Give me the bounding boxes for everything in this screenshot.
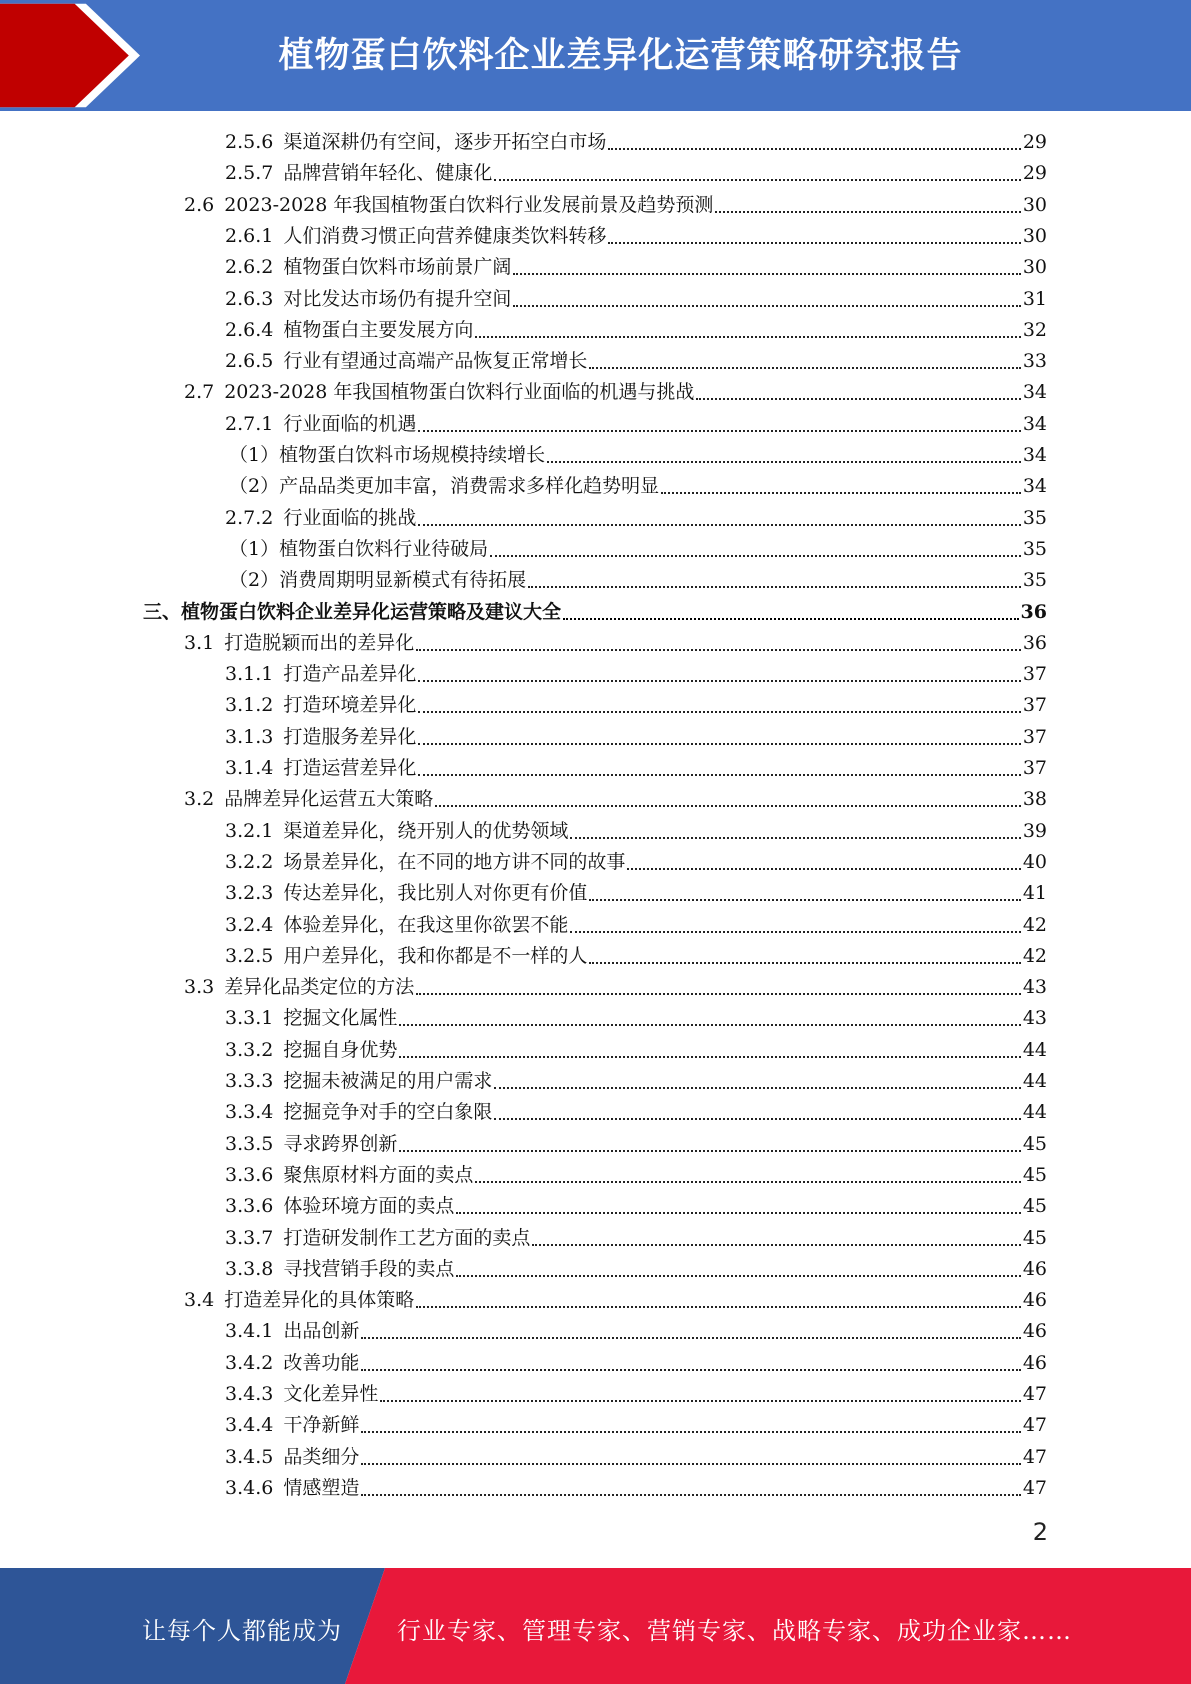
toc-entry[interactable] (225, 1223, 1047, 1254)
toc-entry-number: 3.1.1 (225, 663, 274, 686)
toc-entry-number: 2.6.5 (225, 350, 274, 373)
toc-dot-leader (494, 1087, 1020, 1089)
toc-entry-page: 36 (1022, 631, 1047, 654)
toc-entry-title: 出品创新 (283, 1320, 360, 1343)
toc-entry-page: 45 (1022, 1163, 1047, 1186)
toc-entry-number: 2.5.6 (225, 131, 274, 153)
toc-entry-page: 34 (1022, 381, 1047, 404)
toc-entry-title: 渠道深耕仍有空间，逐步开拓空白市场 (283, 131, 607, 153)
toc-entry-number: 3.1.2 (225, 694, 274, 717)
toc-entry[interactable] (225, 941, 1047, 972)
toc-dot-leader (494, 1118, 1020, 1120)
toc-dot-leader (475, 1181, 1020, 1183)
toc-entry-title: 文化差异性 (283, 1383, 379, 1405)
toc-dot-leader (490, 555, 1021, 557)
toc-entry-page: 43 (1022, 1007, 1047, 1030)
toc-dot-leader (361, 1369, 1020, 1371)
toc-entry-page: 37 (1022, 757, 1047, 779)
toc-entry-page: 37 (1022, 725, 1047, 748)
toc-entry-page: 30 (1022, 224, 1047, 247)
toc-entry[interactable] (225, 1129, 1047, 1160)
toc-entry-page: 46 (1022, 1289, 1047, 1312)
toc-entry[interactable] (225, 1191, 1047, 1222)
toc-entry[interactable] (225, 158, 1047, 189)
toc-entry[interactable] (225, 1066, 1047, 1097)
toc-entry-page: 44 (1022, 1101, 1047, 1124)
toc-dot-leader (589, 899, 1020, 901)
toc-entry-title: 行业有望通过高端产品恢复正常增长 (283, 350, 588, 373)
toc-dot-leader (435, 805, 1021, 807)
toc-dot-leader (661, 492, 1021, 494)
toc-dot-leader (361, 1494, 1020, 1496)
toc-dot-leader (475, 336, 1020, 338)
toc-entry-title: 打造产品差异化 (283, 663, 417, 686)
toc-entry-page: 47 (1022, 1445, 1047, 1468)
toc-entry-title: 打造环境差异化 (283, 694, 417, 717)
footer-slogan-right: 行业专家、管理专家、营销专家、战略专家、成功企业家…… (397, 1617, 1072, 1645)
toc-entry-page: 37 (1022, 663, 1047, 686)
toc-entry-title: （2）消费周期明显新模式有待拓展 (229, 569, 527, 592)
toc-entry-number: 3.4.6 (225, 1476, 274, 1499)
toc-entry-number: 3.2.1 (225, 819, 274, 842)
toc-entry[interactable] (225, 1348, 1047, 1379)
toc-entry-title: 三、植物蛋白饮料企业差异化运营策略及建议大全 (143, 600, 562, 623)
toc-entry[interactable] (225, 503, 1047, 534)
toc-dot-leader (589, 962, 1020, 964)
toc-entry-title: 植物蛋白饮料市场前景广阔 (283, 256, 512, 279)
toc-entry[interactable] (184, 1285, 1047, 1316)
toc-entry-page: 36 (1020, 600, 1047, 623)
toc-entry[interactable] (225, 346, 1047, 377)
toc-entry-page: 46 (1022, 1351, 1047, 1374)
toc-entry-number: 3.3.8 (225, 1257, 274, 1280)
toc-entry[interactable] (225, 315, 1047, 346)
toc-entry[interactable] (225, 690, 1047, 721)
toc-dot-leader (399, 1024, 1020, 1026)
toc-entry-number: 3.1 (184, 631, 215, 654)
toc-entry-page: 44 (1022, 1038, 1047, 1061)
toc-entry[interactable] (225, 1473, 1047, 1504)
toc-entry-page: 46 (1022, 1320, 1047, 1343)
toc-entry[interactable] (225, 1379, 1047, 1410)
toc-entry[interactable] (184, 190, 1047, 221)
toc-entry-number: 3.4.3 (225, 1383, 274, 1405)
toc-entry-page: 32 (1022, 318, 1047, 341)
toc-dot-leader (416, 1306, 1021, 1308)
toc-entry-page: 42 (1022, 944, 1047, 967)
toc-dot-leader (380, 1400, 1020, 1402)
toc-entry-title: 干净新鲜 (283, 1414, 360, 1437)
toc-entry-number: 3.3.3 (225, 1070, 274, 1092)
toc-entry-title: 品牌营销年轻化、健康化 (283, 162, 493, 185)
toc-entry[interactable] (229, 565, 1047, 596)
toc-entry-page: 34 (1022, 475, 1047, 498)
toc-entry[interactable] (225, 910, 1047, 941)
toc-entry-title: 场景差异化，在不同的地方讲不同的故事 (283, 850, 626, 873)
toc-entry-title: 2023-2028 年我国植物蛋白饮料行业面临的机遇与挑战 (224, 381, 695, 404)
toc-entry-number: 2.6.4 (225, 318, 274, 341)
toc-dot-leader (513, 305, 1020, 307)
toc-entry-page: 43 (1022, 976, 1047, 999)
toc-entry-title: 2023-2028 年我国植物蛋白饮料行业发展前景及趋势预测 (224, 193, 714, 216)
toc-dot-leader (399, 1150, 1020, 1152)
toc-entry[interactable] (184, 377, 1047, 408)
toc-entry-title: 对比发达市场仍有提升空间 (283, 287, 512, 310)
toc-entry-page: 29 (1022, 162, 1047, 185)
toc-entry[interactable] (225, 1035, 1047, 1066)
toc-entry-number: 3.1.3 (225, 725, 274, 748)
toc-dot-leader (418, 680, 1020, 682)
toc-dot-leader (715, 211, 1020, 213)
toc-entry-title: 寻求跨界创新 (283, 1132, 398, 1155)
toc-entry-number: 3.4.4 (225, 1414, 274, 1437)
toc-dot-leader (570, 931, 1020, 933)
page-footer (0, 1568, 1191, 1684)
toc-entry-title: 差异化品类定位的方法 (224, 976, 415, 999)
toc-entry-page: 38 (1022, 788, 1047, 811)
footer-slogan-left: 让每个人都能成为 (142, 1617, 342, 1645)
toc-dot-leader (563, 618, 1019, 620)
toc-dot-leader (547, 461, 1021, 463)
toc-dot-leader (456, 1275, 1020, 1277)
toc-entry-number: 3.4.2 (225, 1351, 274, 1374)
toc-entry-number: 3.2 (184, 788, 215, 811)
toc-entry-number: 3.3 (184, 976, 215, 999)
toc-dot-leader (416, 993, 1021, 995)
toc-entry[interactable] (225, 659, 1047, 690)
toc-entry[interactable] (225, 816, 1047, 847)
toc-entry-title: 品类细分 (283, 1445, 360, 1468)
toc-entry-number: 3.4.5 (225, 1445, 274, 1468)
toc-entry[interactable] (225, 847, 1047, 878)
toc-entry-title: 打造运营差异化 (283, 757, 417, 779)
toc-entry[interactable] (225, 1254, 1047, 1285)
toc-dot-leader (532, 1244, 1020, 1246)
toc-entry-page: 47 (1022, 1476, 1047, 1499)
toc-entry-page: 46 (1022, 1257, 1047, 1280)
toc-entry-number: 3.2.5 (225, 944, 274, 967)
toc-entry-title: 品牌差异化运营五大策略 (224, 788, 434, 811)
toc-entry-page: 33 (1022, 350, 1047, 373)
toc-entry-number: 2.6 (184, 193, 215, 216)
toc-entry-number: 3.3.6 (225, 1195, 274, 1218)
toc-entry-title: 植物蛋白主要发展方向 (283, 318, 474, 341)
report-title: 植物蛋白饮料企业差异化运营策略研究报告 (278, 36, 963, 76)
toc-entry-page: 35 (1022, 569, 1047, 592)
toc-entry-number: 3.4 (184, 1289, 215, 1312)
toc-entry-title: 传达差异化，我比别人对你更有价值 (283, 882, 588, 905)
toc-entry-title: 打造研发制作工艺方面的卖点 (283, 1226, 531, 1249)
toc-dot-leader (416, 649, 1021, 651)
toc-dot-leader (361, 1431, 1020, 1433)
toc-dot-leader (696, 398, 1020, 400)
toc-entry-title: 聚焦原材料方面的卖点 (283, 1163, 474, 1186)
toc-entry-number: 3.3.4 (225, 1101, 274, 1124)
toc-entry-title: 体验差异化，在我这里你欲罢不能 (283, 913, 569, 936)
toc-entry-title: 打造差异化的具体策略 (224, 1289, 415, 1312)
toc-entry[interactable] (184, 628, 1047, 659)
toc-entry-page: 45 (1022, 1195, 1047, 1218)
toc-entry[interactable] (225, 878, 1047, 909)
toc-entry-title: （1）植物蛋白饮料行业待破局 (229, 537, 489, 560)
toc-entry-page: 37 (1022, 694, 1047, 717)
toc-dot-leader (608, 148, 1020, 150)
toc-entry-number: 3.3.5 (225, 1132, 274, 1155)
toc-dot-leader (418, 711, 1020, 713)
toc-entry[interactable] (229, 440, 1047, 471)
toc-entry-page: 41 (1022, 882, 1047, 905)
toc-entry-number: 2.6.3 (225, 287, 274, 310)
toc-dot-leader (528, 586, 1021, 588)
toc-entry-page: 45 (1022, 1226, 1047, 1249)
toc-entry[interactable] (225, 1442, 1047, 1473)
page-header (0, 0, 1191, 111)
toc-dot-leader (418, 774, 1020, 776)
toc-entry[interactable] (225, 221, 1047, 252)
toc-dot-leader (570, 837, 1020, 839)
toc-entry-number: 3.3.7 (225, 1226, 274, 1249)
toc-dot-leader (418, 524, 1020, 526)
toc-entry-title: 挖掘未被满足的用户需求 (283, 1070, 493, 1092)
toc-entry[interactable] (225, 1003, 1047, 1034)
toc-entry[interactable] (225, 1160, 1047, 1191)
toc-entry-page: 39 (1022, 819, 1047, 842)
toc-entry-page: 30 (1022, 256, 1047, 279)
toc-entry-title: 挖掘竞争对手的空白象限 (283, 1101, 493, 1124)
toc-dot-leader (608, 242, 1020, 244)
toc-entry-page: 44 (1022, 1070, 1047, 1092)
toc-entry-number: 3.4.1 (225, 1320, 274, 1343)
toc-entry-title: 渠道差异化，绕开别人的优势领域 (283, 819, 569, 842)
toc-entry[interactable] (225, 252, 1047, 283)
toc-entry-title: 打造脱颖而出的差异化 (224, 631, 415, 654)
toc-entry-number: 3.3.6 (225, 1163, 274, 1186)
toc-entry-page: 30 (1022, 193, 1047, 216)
page-number: 2 (1032, 1518, 1048, 1546)
toc-entry[interactable] (225, 722, 1047, 753)
toc-dot-leader (627, 868, 1020, 870)
toc-entry-title: 情感塑造 (283, 1476, 360, 1499)
toc-entry-page: 35 (1022, 537, 1047, 560)
toc-entry[interactable] (184, 972, 1047, 1003)
toc-dot-leader (418, 743, 1020, 745)
toc-dot-leader (513, 273, 1020, 275)
toc-entry[interactable] (184, 784, 1047, 815)
toc-entry-title: 用户差异化，我和你都是不一样的人 (283, 944, 588, 967)
toc-entry-title: 打造服务差异化 (283, 725, 417, 748)
toc-entry[interactable] (225, 1316, 1047, 1347)
toc-entry[interactable] (225, 1097, 1047, 1128)
toc-entry[interactable] (229, 471, 1047, 502)
toc-dot-leader (361, 1463, 1020, 1465)
toc-entry-number: 2.6.1 (225, 224, 274, 247)
toc-entry-title: 人们消费习惯正向营养健康类饮料转移 (283, 224, 607, 247)
toc-entry-title: 挖掘自身优势 (283, 1038, 398, 1061)
toc-entry-number: 3.2.4 (225, 913, 274, 936)
toc-entry-page: 31 (1022, 287, 1047, 310)
toc-entry-page: 34 (1022, 412, 1047, 435)
toc-entry[interactable] (225, 753, 1047, 784)
toc-entry-title: 寻找营销手段的卖点 (283, 1257, 455, 1280)
toc-entry-number: 2.5.7 (225, 162, 274, 185)
toc-entry[interactable] (225, 284, 1047, 315)
toc-dot-leader (494, 179, 1020, 181)
toc-entry-number: 3.3.2 (225, 1038, 274, 1061)
toc-entry-title: 改善功能 (283, 1351, 360, 1374)
toc-dot-leader (456, 1212, 1020, 1214)
toc-entry-number: 3.2.2 (225, 850, 274, 873)
toc-entry-title: 行业面临的机遇 (283, 412, 417, 435)
toc-entry-number: 3.2.3 (225, 882, 274, 905)
toc-entry-title: 行业面临的挑战 (283, 506, 417, 529)
toc-entry-page: 29 (1022, 131, 1047, 153)
toc-entry-number: 2.7 (184, 381, 215, 404)
toc-entry-title: （1）植物蛋白饮料市场规模持续增长 (229, 444, 546, 466)
toc-entry[interactable] (225, 127, 1047, 158)
toc-dot-leader (361, 1337, 1020, 1339)
toc-entry-page: 47 (1022, 1414, 1047, 1437)
toc-dot-leader (589, 367, 1020, 369)
toc-entry-page: 45 (1022, 1132, 1047, 1155)
toc-entry-title: 体验环境方面的卖点 (283, 1195, 455, 1218)
toc-entry[interactable] (229, 534, 1047, 565)
toc-entry-number: 2.7.2 (225, 506, 274, 529)
toc-entry-number: 3.1.4 (225, 757, 274, 779)
toc-entry-page: 47 (1022, 1383, 1047, 1405)
toc-dot-leader (418, 430, 1020, 432)
toc-entry[interactable] (143, 597, 1047, 628)
toc-entry-page: 40 (1022, 850, 1047, 873)
toc-entry-number: 2.6.2 (225, 256, 274, 279)
toc-entry-number: 3.3.1 (225, 1007, 274, 1030)
toc-entry-page: 35 (1022, 506, 1047, 529)
toc-entry[interactable] (225, 409, 1047, 440)
toc-entry-page: 34 (1022, 444, 1047, 466)
toc-entry-page: 42 (1022, 913, 1047, 936)
toc-entry[interactable] (225, 1410, 1047, 1441)
toc-entry-number: 2.7.1 (225, 412, 274, 435)
toc-dot-leader (399, 1056, 1020, 1058)
toc-entry-title: 挖掘文化属性 (283, 1007, 398, 1030)
toc-entry-title: （2）产品品类更加丰富，消费需求多样化趋势明显 (229, 475, 660, 498)
